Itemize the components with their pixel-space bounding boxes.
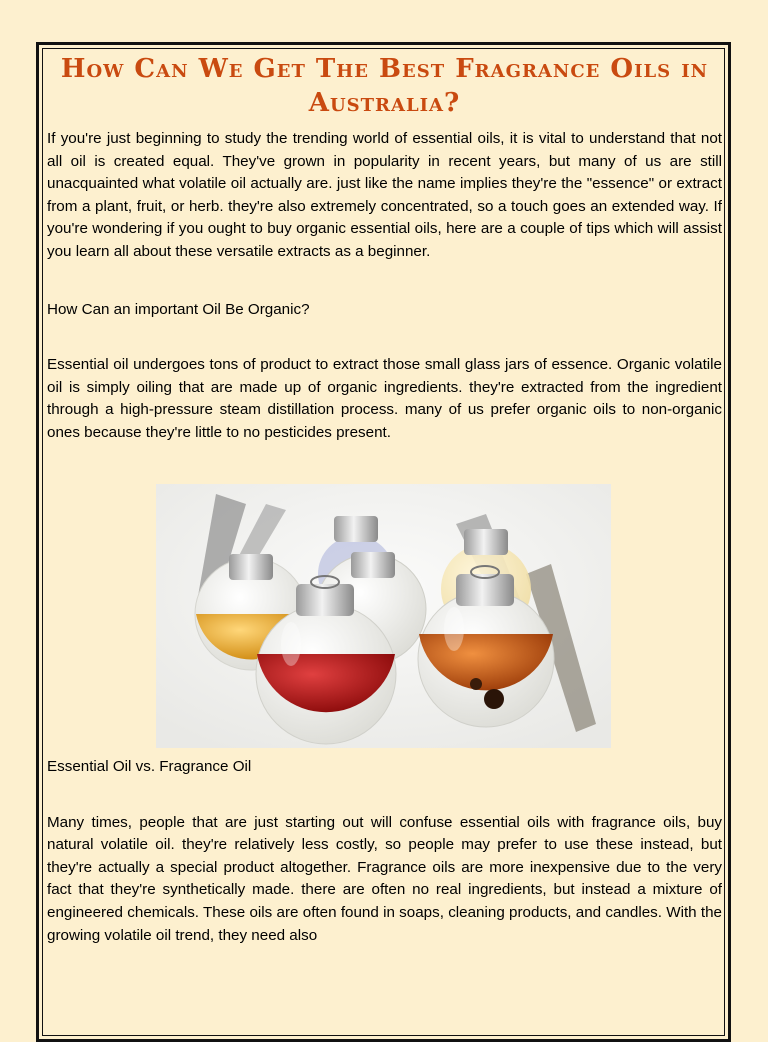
- article: [47, 52, 722, 445]
- compare-heading: Essential Oil vs. Fragrance Oil: [47, 758, 252, 775]
- compare-paragraph: Many times, people that are just starting out will confuse essential oils with fragrance oils, buy natural volatile oil. they're relatively less costly, so people may prefer to use these instead, but they're actually a special product altogether. Fragrance oils are more inexpensive due to the very fact that they're synthetically made. there are often no real ingredients, but instead a mixture of engineered chemicals. These oils are often found in soaps, cleaning products, and candles. With the growing volatile oil trend, they need also: [47, 813, 722, 944]
- organic-paragraph: Essential oil undergoes tons of product to extract those small glass jars of essence. Organic volatile oil is simply oiling that are made up of organic ingredients. they're extracted from the ingredient through a high-pressure steam distillation process. many of us prefer organic oils to non-organic ones because they're little to no pesticides present.: [47, 356, 722, 441]
- bottles-illustration: [156, 484, 611, 748]
- organic-heading: How Can an important Oil Be Organic?: [47, 300, 310, 318]
- article-title: How Can We Get The Best Fragrance Oils in Australia?: [60, 54, 709, 118]
- article-continued: [47, 756, 722, 947]
- intro-paragraph: If you're just beginning to study the trending world of essential oils, it is vital to understand that not all oil is created equal. They've grown in popularity in recent years, but many of us are still unacquainted what volatile oil actually are. just like the name implies they're the "essence" or extract from a plant, fruit, or herb. they're also extremely concentrated, so a touch goes an extended way. If you're wondering if you ought to buy organic essential oils, here are a couple of tips which will assist you learn all about these versatile extracts as a beginner.: [47, 130, 722, 260]
- fragrance-oil-bottles-photo: [156, 484, 611, 748]
